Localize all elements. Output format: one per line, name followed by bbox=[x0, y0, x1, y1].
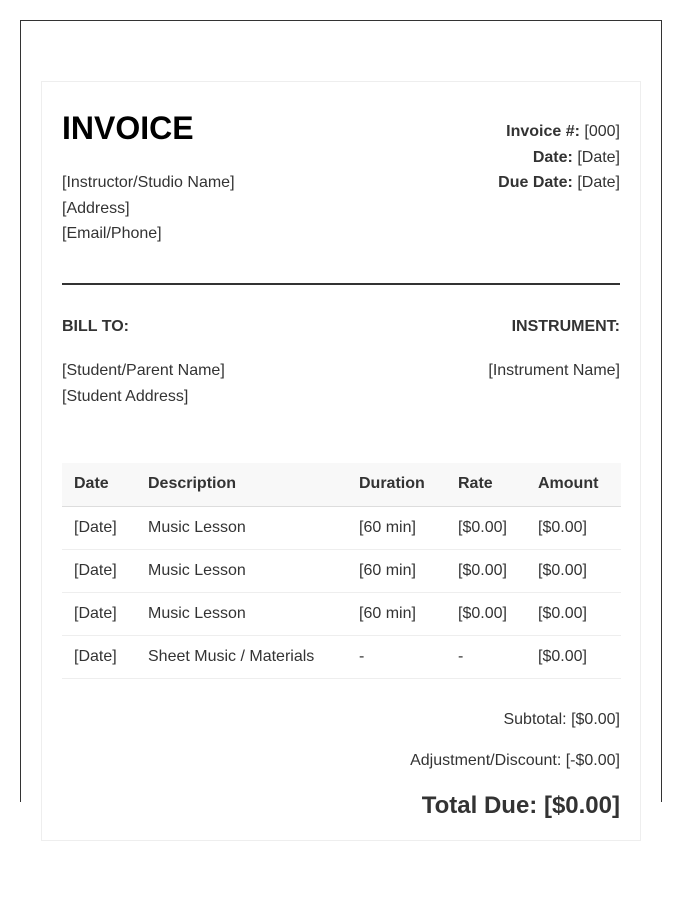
invoice-meta bbox=[498, 119, 620, 196]
line-items-table bbox=[62, 463, 621, 679]
bill-to-name: [Student/Parent Name] bbox=[62, 362, 225, 379]
invoice-title: INVOICE bbox=[62, 110, 194, 146]
invoice-number-value: [000] bbox=[584, 123, 620, 140]
invoice-number-label: Invoice #: bbox=[506, 123, 580, 140]
cell-description: Music Lesson bbox=[136, 506, 347, 549]
adjustment-line: Adjustment/Discount: [-$0.00] bbox=[410, 752, 620, 769]
cell-description: Music Lesson bbox=[136, 592, 347, 635]
invoice-number-row bbox=[498, 119, 620, 145]
cell-amount: [$0.00] bbox=[526, 549, 621, 592]
cell-duration: [60 min] bbox=[347, 592, 446, 635]
column-header-amount: Amount bbox=[526, 463, 621, 506]
cell-duration: [60 min] bbox=[347, 549, 446, 592]
table-header-row bbox=[62, 463, 621, 506]
cell-rate: [$0.00] bbox=[446, 592, 526, 635]
sender-block bbox=[62, 170, 235, 247]
cell-rate: [$0.00] bbox=[446, 549, 526, 592]
invoice-date-value: [Date] bbox=[577, 148, 620, 166]
table-row bbox=[62, 635, 621, 678]
sender-contact: [Email/Phone] bbox=[62, 225, 162, 242]
cell-rate: - bbox=[446, 635, 526, 678]
column-header-description: Description bbox=[136, 463, 347, 506]
invoice-due-label: Due Date: bbox=[498, 174, 573, 191]
instrument-heading: INSTRUMENT: bbox=[511, 318, 620, 335]
total-due-line: Total Due: [$0.00] bbox=[421, 792, 620, 819]
bill-to-address: [Student Address] bbox=[62, 387, 189, 405]
table-row bbox=[62, 549, 621, 592]
subtotal-line: Subtotal: [$0.00] bbox=[503, 711, 620, 728]
column-header-rate: Rate bbox=[446, 463, 526, 506]
column-header-date: Date bbox=[62, 463, 136, 506]
cell-date: [Date] bbox=[62, 549, 136, 592]
invoice-sheet bbox=[41, 81, 641, 841]
cell-date: [Date] bbox=[62, 592, 136, 635]
cell-duration: [60 min] bbox=[347, 506, 446, 549]
cell-duration: - bbox=[347, 635, 446, 678]
instrument-name: [Instrument Name] bbox=[488, 362, 620, 379]
invoice-date-label: Date: bbox=[532, 148, 573, 166]
cell-amount: [$0.00] bbox=[526, 592, 621, 635]
sender-address: [Address] bbox=[62, 199, 130, 217]
cell-date: [Date] bbox=[62, 635, 136, 678]
cell-amount: [$0.00] bbox=[526, 635, 621, 678]
table-row bbox=[62, 592, 621, 635]
cell-amount: [$0.00] bbox=[526, 506, 621, 549]
sender-name: [Instructor/Studio Name] bbox=[62, 174, 235, 191]
instrument-block bbox=[488, 358, 620, 384]
totals-block bbox=[410, 710, 620, 841]
invoice-date-row bbox=[498, 145, 620, 171]
bill-to-block bbox=[62, 358, 225, 409]
header-divider bbox=[62, 283, 620, 285]
column-header-duration: Duration bbox=[347, 463, 446, 506]
cell-rate: [$0.00] bbox=[446, 506, 526, 549]
bill-to-heading: BILL TO: bbox=[62, 318, 129, 335]
cell-description: Music Lesson bbox=[136, 549, 347, 592]
cell-description: Sheet Music / Materials bbox=[136, 635, 347, 678]
document-viewport bbox=[20, 20, 662, 819]
invoice-due-row bbox=[498, 170, 620, 196]
cell-date: [Date] bbox=[62, 506, 136, 549]
table-row bbox=[62, 506, 621, 549]
invoice-due-value: [Date] bbox=[577, 174, 620, 191]
